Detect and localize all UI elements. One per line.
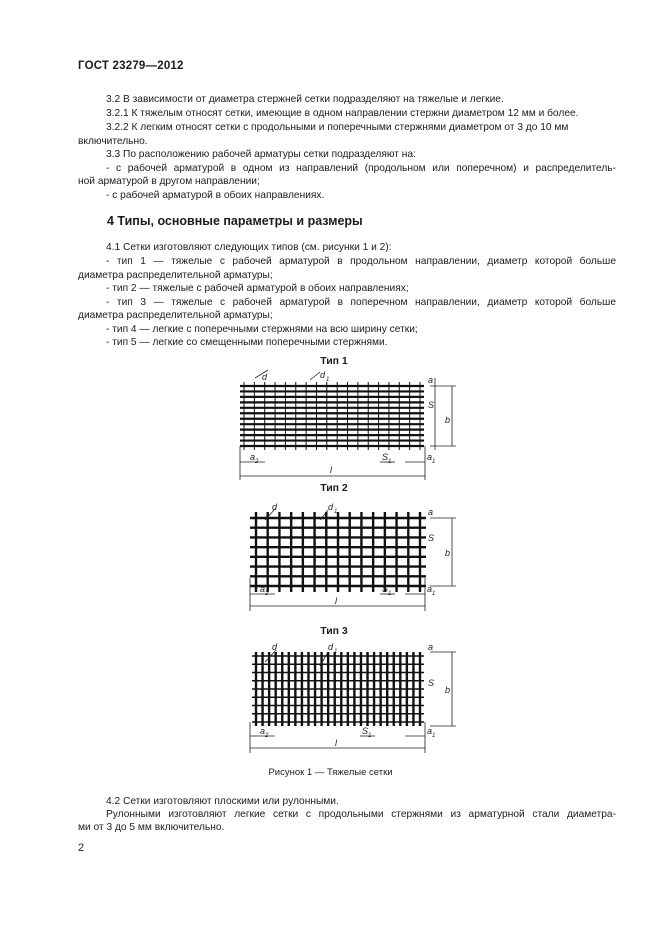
- figure-type-2-diagram: [220, 496, 460, 614]
- figure-type-1-title: Тип 1: [320, 355, 348, 367]
- clause-3-3-item-1-cont: ной арматурой в другом направлении;: [78, 176, 260, 187]
- label-a2: a: [260, 726, 266, 736]
- label-s: S: [428, 678, 435, 688]
- label-b: b: [445, 415, 451, 425]
- label-s: S: [428, 400, 435, 410]
- type-3-line: - тип 3 — тяжелые с рабочей арматурой в поперечном направлении, диаметр которой больше: [106, 297, 616, 308]
- label-a-top: a: [428, 375, 434, 385]
- label-a1-sub: 1: [432, 459, 436, 465]
- label-a2-sub: 2: [265, 591, 269, 597]
- type-5-line: - тип 5 — легкие со смещенными поперечными стержнями.: [106, 337, 388, 348]
- clause-3-2: 3.2 В зависимости от диаметра стержней сетки подразделяют на тяжелые и легкие.: [106, 94, 504, 105]
- label-d: d: [262, 372, 268, 382]
- figure-type-2-title: Тип 2: [320, 482, 348, 494]
- label-d1: d: [320, 370, 326, 380]
- type-1-line: - тип 1 — тяжелые с рабочей арматурой в продольном направлении, диаметр которой больше: [106, 256, 616, 267]
- clause-4-2: 4.2 Сетки изготовляют плоскими или рулонными.: [106, 796, 339, 807]
- label-d1-sub: 1: [326, 377, 330, 383]
- label-s1-sub: 1: [368, 733, 372, 739]
- clause-4-2-text-cont: ми от 3 до 5 мм включительно.: [78, 822, 225, 833]
- label-s1-sub: 1: [388, 591, 392, 597]
- figure-caption: Рисунок 1 — Тяжелые сетки: [268, 767, 393, 778]
- label-d: d: [272, 502, 278, 512]
- label-d1: d: [328, 502, 334, 512]
- label-d1-sub: 1: [334, 509, 338, 515]
- document-header: ГОСТ 23279—2012: [78, 60, 184, 72]
- label-a2: a: [260, 584, 266, 594]
- label-s1: S: [362, 726, 369, 736]
- figure-type-3-diagram: [220, 638, 460, 756]
- type-4-line: - тип 4 — легкие с поперечными стержнями на всю ширину сетки;: [106, 324, 418, 335]
- label-d: d: [272, 642, 278, 652]
- section-4-title: 4 Типы, основные параметры и размеры: [107, 214, 363, 228]
- label-s: S: [428, 533, 435, 543]
- clause-3-2-1: 3.2.1 К тяжелым относят сетки, имеющие в одном направлении стержни диаметром 12 мм и более.: [106, 108, 579, 119]
- label-a1: a: [427, 452, 433, 462]
- clause-3-2-2-cont: включительно.: [78, 136, 148, 147]
- label-b: b: [445, 548, 451, 558]
- clause-3-3-item-1: - с рабочей арматурой в одном из направлений (продольном или поперечном) и распределитель-: [106, 163, 616, 174]
- clause-3-3: 3.3 По расположению рабочей арматуры сетки подразделяют на:: [106, 149, 416, 160]
- label-a-top: a: [428, 507, 434, 517]
- label-a1: a: [427, 726, 433, 736]
- label-a1: a: [427, 584, 433, 594]
- label-d1-sub: 1: [334, 649, 338, 655]
- type-3-line-cont: диаметра распределительной арматуры;: [78, 310, 273, 321]
- label-l: l: [335, 738, 337, 748]
- clause-4-1: 4.1 Сетки изготовляют следующих типов (см. рисунки 1 и 2):: [106, 242, 392, 253]
- label-a1-sub: 1: [432, 733, 436, 739]
- label-a2: a: [250, 452, 256, 462]
- label-l: l: [330, 465, 332, 475]
- clause-3-2-2: 3.2.2 К легким относят сетки с продольными и поперечными стержнями диаметром от 3 до 10 мм: [106, 122, 569, 133]
- figure-type-1-diagram: [220, 368, 460, 486]
- label-a1-sub: 1: [432, 591, 436, 597]
- figure-type-3-title: Тип 3: [320, 625, 348, 637]
- label-a-top: a: [428, 642, 434, 652]
- label-a2-sub: 2: [255, 459, 259, 465]
- label-d1: d: [328, 642, 334, 652]
- page-number: 2: [78, 842, 85, 854]
- type-2-line: - тип 2 — тяжелые с рабочей арматурой в обоих направлениях;: [106, 283, 409, 294]
- mesh-type-2: [250, 512, 426, 592]
- mesh-type-3: [252, 652, 424, 726]
- type-1-line-cont: диаметра распределительной арматуры;: [78, 270, 273, 281]
- label-s1: S: [382, 452, 389, 462]
- label-b: b: [445, 685, 451, 695]
- clause-4-2-text: Рулонными изготовляют легкие сетки с продольными стержнями из арматурной стали диаметра-: [106, 809, 616, 820]
- label-a2-sub: 2: [265, 733, 269, 739]
- mesh-type-1: [240, 382, 424, 450]
- label-l: l: [335, 596, 337, 606]
- clause-3-3-item-2: - с рабочей арматурой в обоих направлениях.: [106, 190, 325, 201]
- label-s1: S: [382, 584, 389, 594]
- label-s1-sub: 1: [388, 459, 392, 465]
